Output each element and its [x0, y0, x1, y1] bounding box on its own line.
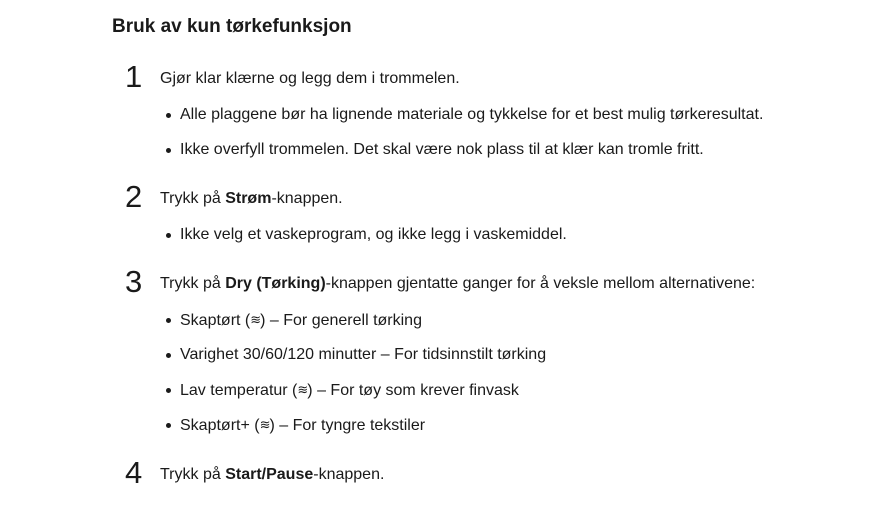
list-item: Varighet 30/60/120 minutter – For tidsinnstilt tørking — [162, 345, 546, 380]
option-text: ) – For tøy som krever finvask — [307, 382, 519, 399]
option-text: ) – For tyngre tekstiler — [269, 417, 426, 434]
list-item — [162, 415, 546, 450]
step-text-post: -knappen. — [271, 190, 343, 207]
list-item: Ikke velg et vaskeprogram, og ikke legg i vaskemiddel. — [162, 225, 567, 260]
option-text: Skaptørt ( — [180, 312, 251, 329]
step-number: 2 — [125, 179, 143, 214]
step-3-options — [162, 310, 546, 450]
option-text: ) – For generell tørking — [260, 312, 422, 329]
dry-cupboard-icon: ≋ — [250, 312, 261, 327]
dry-button-label: Dry (Tørking) — [225, 275, 326, 292]
step-text-pre: Trykk på — [160, 275, 226, 292]
option-text: Lav temperatur ( — [180, 382, 298, 399]
step-number: 3 — [125, 264, 143, 299]
low-temp-dry-icon: ≋ — [297, 382, 308, 397]
step-text — [160, 274, 755, 294]
step-text-pre: Trykk på — [160, 190, 226, 207]
step-text-post: -knappen. — [313, 466, 385, 483]
strom-button-label: Strøm — [225, 190, 272, 207]
step-text-pre: Trykk på — [160, 466, 226, 483]
list-item — [162, 310, 546, 345]
step-1-bullets — [162, 105, 763, 175]
step-text-post: -knappen gjentatte ganger for å veksle mellom alternativene: — [325, 275, 756, 292]
option-text: Skaptørt+ ( — [180, 417, 260, 434]
start-pause-button-label: Start/Pause — [225, 466, 314, 483]
step-text — [160, 189, 343, 209]
list-item: Alle plaggene bør ha lignende materiale og tykkelse for et best mulig tørkeresultat. — [162, 105, 763, 140]
step-text: Gjør klar klærne og legg dem i trommelen. — [160, 70, 460, 87]
step-number: 1 — [125, 59, 143, 94]
step-number: 4 — [125, 455, 143, 490]
list-item: Ikke overfyll trommelen. Det skal være nok plass til at klær kan tromle fritt. — [162, 140, 763, 175]
step-text — [160, 465, 384, 485]
list-item — [162, 380, 546, 415]
dry-plus-icon: ≋ — [259, 417, 270, 432]
page-title: Bruk av kun tørkefunksjon — [112, 16, 352, 37]
step-2-bullets — [162, 225, 567, 260]
